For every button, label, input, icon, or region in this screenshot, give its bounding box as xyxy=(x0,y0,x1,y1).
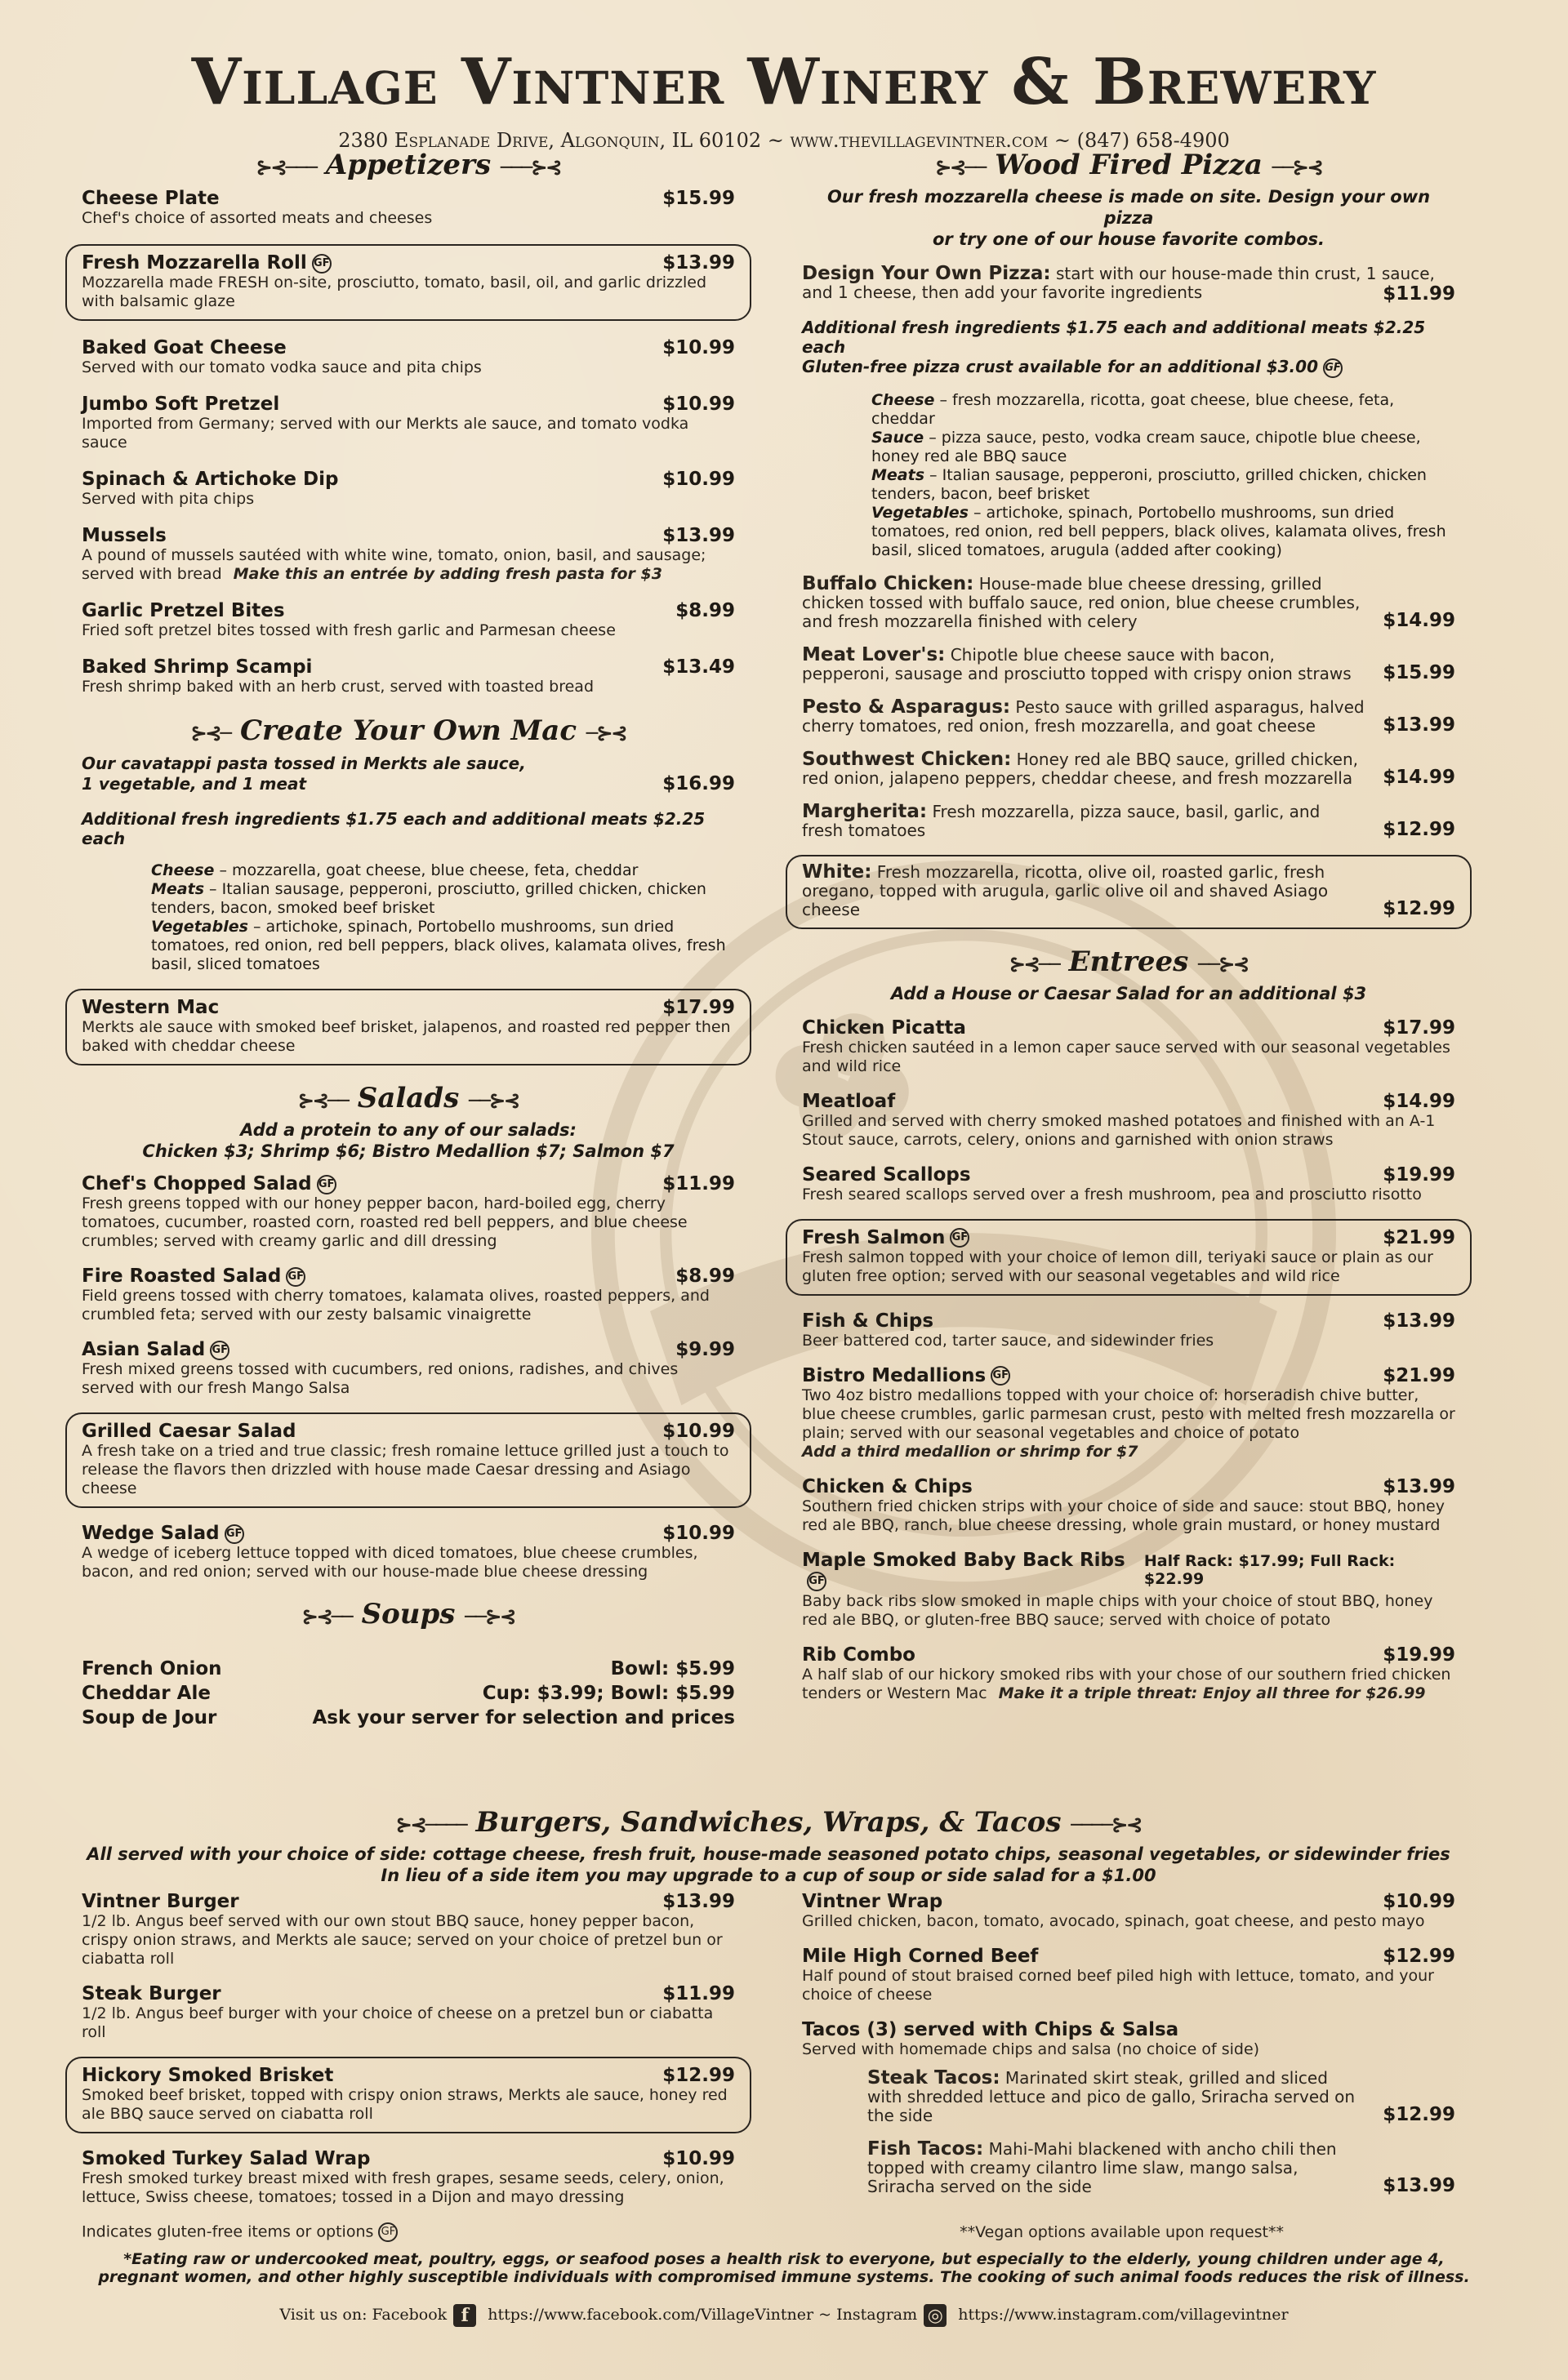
item-name: Cheddar Ale xyxy=(82,1683,211,1704)
item-price: $13.99 xyxy=(662,1891,735,1912)
item-description: Chipotle blue cheese sauce with bacon, pepperoni, sausage and prosciutto topped with crispy onion straws xyxy=(802,644,1352,683)
menu-item xyxy=(82,656,735,696)
gluten-free-icon: GF xyxy=(317,1175,336,1194)
item-name: Mussels xyxy=(82,525,167,546)
item-description: Baby back ribs slow smoked in maple chips with your choice of stout BBQ, honey red ale BBQ, or gluten-free BBQ sauce; served with choice of potato xyxy=(802,1591,1433,1629)
menu-item xyxy=(867,2140,1455,2196)
item-name: Wedge Salad GF xyxy=(82,1523,244,1544)
burgers-right xyxy=(802,1891,1455,2211)
item-name: Western Mac xyxy=(82,997,220,1018)
gluten-free-icon: GF xyxy=(225,1524,244,1544)
item-description: Fresh mozzarella, pizza sauce, basil, garlic, and fresh tomatoes xyxy=(802,801,1321,840)
item-description: Fresh chicken sautéed in a lemon caper sauce served with our seasonal vegetables and wild rice xyxy=(802,1038,1450,1075)
item-price: $10.99 xyxy=(662,469,735,490)
item-price: $17.99 xyxy=(662,997,735,1018)
item-description: Fresh smoked turkey breast mixed with fresh grapes, sesame seeds, celery, onion, lettuce, Swiss cheese, tomatoes; tossed in a Dijon and mayo dressing xyxy=(82,2169,724,2206)
item-price: $8.99 xyxy=(675,1266,735,1287)
item-name: Fresh Salmon GF xyxy=(802,1227,969,1248)
item-name: Chef's Chopped Salad GF xyxy=(82,1173,336,1194)
item-price: $12.99 xyxy=(662,2065,735,2086)
item-name: Fish & Chips xyxy=(802,1310,934,1332)
item-description: A half slab of our hickory smoked ribs with your chose of our southern fried chicken tenders or Western Mac Make it a triple threat: Enjoy all three for $26.99 xyxy=(802,1665,1451,1702)
gluten-free-note: Indicates gluten-free items or options GF xyxy=(82,2222,398,2242)
left-column xyxy=(82,149,735,1732)
facebook-link[interactable]: https://www.facebook.com/VillageVintner xyxy=(488,2306,814,2324)
item-name: Garlic Pretzel Bites xyxy=(82,600,285,621)
pizza-subheading-1: Our fresh mozzarella cheese is made on site. Design your own pizza xyxy=(826,187,1431,228)
item-note: Make this an entrée by adding fresh pasta for $3 xyxy=(233,565,662,583)
salads-subheading-2: Chicken $3; Shrimp $6; Bistro Medallion $7; Salmon $7 xyxy=(142,1141,675,1161)
menu-item xyxy=(802,698,1455,736)
menu-item xyxy=(82,525,735,584)
item-description: Pesto sauce with grilled asparagus, halved cherry tomatoes, red onion, fresh mozzarella, and goat cheese xyxy=(802,696,1365,736)
mac-heading: ⊱⊰─ Create Your Own Mac ─⊱⊰ xyxy=(190,714,626,747)
salad-list xyxy=(82,1173,735,1581)
item-note: Add a third medallion or shrimp for $7 xyxy=(802,1442,1138,1461)
item-description: Fresh seared scallops served over a fresh mushroom, pea and prosciutto risotto xyxy=(802,1185,1422,1203)
item-price: $12.99 xyxy=(1383,897,1455,919)
ornament-icon: ──⊱⊰ xyxy=(1272,155,1322,179)
pizza-heading: ⊱⊰── Wood Fired Pizza ──⊱⊰ xyxy=(935,149,1322,181)
pizza-list xyxy=(802,572,1455,929)
item-price: $19.99 xyxy=(1383,1644,1455,1666)
menu-item xyxy=(802,1476,1455,1535)
item-name: Meatloaf xyxy=(802,1090,896,1112)
item-name: Pesto & Asparagus: xyxy=(802,696,1011,718)
item-name: Southwest Chicken: xyxy=(802,748,1012,770)
item-price: $21.99 xyxy=(1383,1226,1455,1248)
gluten-free-icon: GF xyxy=(312,254,332,274)
menu-item xyxy=(65,244,751,321)
mac-price: $16.99 xyxy=(662,773,735,794)
restaurant-address: 2380 Esplanade Drive, Algonquin, IL 60102 ~ www.thevillagevintner.com ~ (847) 658-4900 xyxy=(338,129,1230,152)
menu-item xyxy=(82,1983,735,2042)
item-description: Smoked beef brisket, topped with crispy onion straws, Merkts ale sauce, honey red ale BBQ sauce served on ciabatta roll xyxy=(82,2086,728,2123)
menu-item xyxy=(802,572,1455,631)
menu-item xyxy=(802,643,1455,683)
menu-item xyxy=(82,600,735,640)
item-name: Buffalo Chicken: xyxy=(802,572,974,594)
item-price: $12.99 xyxy=(1383,2104,1455,2125)
item-price: $13.49 xyxy=(662,656,735,678)
menu-item xyxy=(867,2069,1455,2125)
item-description: Fresh greens topped with our honey pepper bacon, hard-boiled egg, cherry tomatoes, cucumber, roasted corn, roasted red bell peppers, and blue cheese crumbles; served with creamy garlic and dill dressing xyxy=(82,1194,688,1250)
instagram-icon[interactable]: ◎ xyxy=(924,2304,947,2327)
item-price: $10.99 xyxy=(662,394,735,415)
health-warning: *Eating raw or undercooked meat, poultry, eggs, or seafood poses a health risk to everyone, but especially to the elderly, young children under age 4, pregnant women, and other highly susceptible individuals with compromised immune systems. The cooking of such animal foods reduces the risk of illness. xyxy=(98,2250,1470,2286)
soup-list xyxy=(82,1658,735,1728)
ornament-icon: ──⊱⊰ xyxy=(469,1088,519,1112)
item-name: White: xyxy=(802,861,872,883)
item-price: $10.99 xyxy=(662,1523,735,1544)
item-note: Make it a triple threat: Enjoy all three for $26.99 xyxy=(998,1684,1426,1702)
menu-item xyxy=(786,1219,1472,1296)
item-description: Two 4oz bistro medallions topped with your choice of: horseradish chive butter, blue cheese crumbles, garlic parmesan crust, pesto with melted fresh mozzarella or plain; served with our seasonal vegetables and choice of potato Add a third medallion or shrimp for $7 xyxy=(802,1386,1455,1461)
option-line: Meats – Italian sausage, pepperoni, prosciutto, grilled chicken, chicken tenders, bacon, beef brisket xyxy=(871,465,1427,503)
item-price: $13.99 xyxy=(1383,2175,1455,2196)
item-price: $8.99 xyxy=(675,600,735,621)
burgers-left xyxy=(82,1891,735,2222)
item-name: Fish Tacos: xyxy=(867,2138,984,2160)
item-description: Merkts ale sauce with smoked beef brisket, jalapenos, and roasted red pepper then baked with cheddar cheese xyxy=(82,1018,731,1055)
menu-item xyxy=(82,394,735,452)
gluten-free-icon: GF xyxy=(286,1267,305,1287)
burgers-subheading-2: In lieu of a side item you may upgrade to a cup of soup or side salad for a $1.00 xyxy=(381,1866,1156,1885)
item-price: $13.99 xyxy=(1383,1475,1455,1497)
menu-item xyxy=(82,469,735,509)
item-name: Jumbo Soft Pretzel xyxy=(82,394,280,415)
burgers-section xyxy=(82,1806,1455,1886)
item-description: 1/2 lb. Angus beef served with our own stout BBQ sauce, honey pepper bacon, crispy onion straws, and Merkts ale sauce; served on your choice of pretzel bun or ciabatta roll xyxy=(82,1912,723,1968)
appetizers-heading: ⊱⊰─── Appetizers ───⊱⊰ xyxy=(256,149,561,181)
mac-options xyxy=(82,861,735,974)
item-name: Seared Scallops xyxy=(802,1163,971,1186)
menu-item xyxy=(82,1266,735,1324)
pizza-additional-2: Gluten-free pizza crust available for an additional $3.00 GF xyxy=(802,357,1455,378)
item-description: Fried soft pretzel bites tossed with fresh garlic and Parmesan cheese xyxy=(82,621,616,639)
item-name: Asian Salad GF xyxy=(82,1339,229,1360)
ornament-icon: ─⊱⊰ xyxy=(586,721,626,745)
menu-header xyxy=(0,45,1568,152)
soups-heading: ⊱⊰── Soups ──⊱⊰ xyxy=(301,1598,515,1630)
instagram-link[interactable]: https://www.instagram.com/villagevintner xyxy=(958,2306,1289,2324)
vegan-note: **Vegan options available upon request** xyxy=(960,2222,1284,2241)
item-price: $12.99 xyxy=(1383,818,1455,840)
menu-item xyxy=(82,1523,735,1581)
salads-subheading-1: Add a protein to any of our salads: xyxy=(240,1120,577,1140)
ornament-icon: ⊱⊰─── xyxy=(256,155,317,179)
item-name: Steak Tacos: xyxy=(867,2067,1000,2089)
item-description: Fresh mixed greens tossed with cucumbers, red onions, radishes, and chives served with our fresh Mango Salsa xyxy=(82,1360,679,1397)
item-price: Half Rack: $17.99; Full Rack: $22.99 xyxy=(1143,1551,1396,1588)
menu-item xyxy=(82,1683,735,1704)
menu-item xyxy=(802,1017,1455,1076)
tacos-item: Tacos (3) served with Chips & Salsa Served with homemade chips and salsa (no choice of side) xyxy=(802,2019,1260,2058)
item-price: $11.99 xyxy=(662,1173,735,1194)
menu-item xyxy=(802,1946,1455,2004)
item-name: Margherita: xyxy=(802,800,928,822)
item-price: $13.99 xyxy=(662,525,735,546)
item-name: Meat Lover's: xyxy=(802,643,946,665)
social-links: Visit us on: Facebook f https://www.facebook.com/VillageVintner ~ Instagram ◎ https://www.instagram.com/villagevintner xyxy=(279,2305,1289,2326)
option-line: Meats – Italian sausage, pepperoni, prosciutto, grilled chicken, chicken tenders, bacon, smoked beef brisket xyxy=(151,880,706,917)
item-description: 1/2 lb. Angus beef burger with your choice of cheese on a pretzel bun or ciabatta roll xyxy=(82,2004,714,2041)
item-price: $21.99 xyxy=(1383,1364,1455,1386)
menu-item xyxy=(786,855,1472,929)
item-description: Honey red ale BBQ sauce, grilled chicken, red onion, jalapeno peppers, cheddar cheese, and fresh mozzarella xyxy=(802,749,1358,788)
menu-item xyxy=(82,188,735,228)
ornament-icon: ────⊱⊰ xyxy=(1071,1813,1142,1836)
item-name: Fresh Mozzarella Roll GF xyxy=(82,252,332,274)
item-name: Cheese Plate xyxy=(82,188,220,209)
option-line: Cheese – fresh mozzarella, ricotta, goat cheese, blue cheese, feta, cheddar xyxy=(871,390,1395,428)
item-price: $14.99 xyxy=(1383,1090,1455,1112)
ornament-icon: ⊱⊰──── xyxy=(395,1813,466,1836)
item-price: $11.99 xyxy=(662,1983,735,2004)
item-price: Ask your server for selection and prices xyxy=(312,1707,735,1728)
gluten-free-icon: GF xyxy=(991,1366,1010,1386)
option-line: Cheese – mozzarella, goat cheese, blue cheese, feta, cheddar xyxy=(151,861,639,879)
pizza-subheading-2: or try one of our house favorite combos. xyxy=(933,229,1325,249)
option-line: Sauce – pizza sauce, pesto, vodka cream sauce, chipotle blue cheese, honey red ale BBQ sauce xyxy=(871,428,1421,465)
option-line: Vegetables – artichoke, spinach, Portobello mushrooms, sun dried tomatoes, red onion, red bell peppers, black olives, kalamata olives, fresh basil, sliced tomatoes, arugula (added after cooking) xyxy=(871,503,1446,559)
item-description: House-made blue cheese dressing, grilled chicken tossed with buffalo sauce, red onion, blue cheese crumbles, and fresh mozzarella finished with celery xyxy=(802,573,1361,631)
item-price: $14.99 xyxy=(1383,766,1455,788)
item-name: Spinach & Artichoke Dip xyxy=(82,469,339,490)
item-description: Mozzarella made FRESH on-site, prosciutto, tomato, basil, oil, and garlic drizzled with balsamic glaze xyxy=(82,274,707,310)
item-description: Grilled chicken, bacon, tomato, avocado, spinach, goat cheese, and pesto mayo xyxy=(802,1912,1425,1930)
gluten-free-icon: GF xyxy=(807,1572,826,1591)
menu-item xyxy=(65,2057,751,2133)
item-description: Served with our tomato vodka sauce and pita chips xyxy=(82,358,482,376)
item-price: Bowl: $5.99 xyxy=(610,1658,735,1679)
item-description: Beer battered cod, tarter sauce, and sidewinder fries xyxy=(802,1331,1214,1350)
menu-item xyxy=(82,1707,735,1728)
item-price: $10.99 xyxy=(662,1421,735,1442)
item-name: Grilled Caesar Salad xyxy=(82,1421,296,1442)
ornament-icon: ──⊱⊰ xyxy=(1198,951,1249,976)
item-price: Cup: $3.99; Bowl: $5.99 xyxy=(482,1683,735,1704)
item-price: $15.99 xyxy=(1383,661,1455,683)
ornament-icon: ⊱⊰── xyxy=(1009,951,1059,976)
item-price: $19.99 xyxy=(1383,1163,1455,1186)
menu-item xyxy=(82,1339,735,1398)
menu-item xyxy=(802,1891,1455,1931)
menu-item xyxy=(82,1891,735,1969)
menu-item xyxy=(802,1644,1455,1703)
item-name: French Onion xyxy=(82,1658,222,1679)
item-name: Steak Burger xyxy=(82,1983,221,2004)
menu-item xyxy=(802,1164,1455,1204)
item-description: Fresh salmon topped with your choice of lemon dill, teriyaki sauce or plain as our gluten free option; served with our seasonal vegetables and wild rice xyxy=(802,1248,1433,1285)
ornament-icon: ⊱⊰─ xyxy=(190,721,231,745)
salads-heading: ⊱⊰── Salads ──⊱⊰ xyxy=(297,1082,519,1114)
item-price: $12.99 xyxy=(1383,1946,1455,1967)
item-name: Baked Shrimp Scampi xyxy=(82,656,313,678)
item-description: A fresh take on a tried and true classic; fresh romaine lettuce grilled just a touch to release the flavors then drizzled with house made Caesar dressing and Asiago cheese xyxy=(82,1442,729,1497)
item-name: Baked Goat Cheese xyxy=(82,337,287,358)
pizza-additional-1: Additional fresh ingredients $1.75 each and additional meats $2.25 each xyxy=(802,318,1426,357)
appetizer-list xyxy=(82,188,735,696)
item-name: Fire Roasted Salad GF xyxy=(82,1266,305,1287)
menu-item xyxy=(82,1658,735,1679)
item-price: $15.99 xyxy=(662,188,735,209)
item-description: Fresh shrimp baked with an herb crust, served with toasted bread xyxy=(82,678,594,696)
item-name: Rib Combo xyxy=(802,1644,915,1666)
restaurant-title: Village Vintner Winery & Brewery xyxy=(191,45,1377,119)
ornament-icon: ⊱⊰── xyxy=(297,1088,348,1112)
mac-intro: Our cavatappi pasta tossed in Merkts ale sauce, 1 vegetable, and 1 meat $16.99 xyxy=(82,754,735,794)
item-price: $10.99 xyxy=(662,2148,735,2169)
item-name: Chicken Picatta xyxy=(802,1017,966,1039)
gluten-free-icon: GF xyxy=(1323,358,1343,378)
ornament-icon: ⊱⊰── xyxy=(935,155,986,179)
item-name: Vintner Wrap xyxy=(802,1891,943,1912)
item-price: $17.99 xyxy=(1383,1017,1455,1039)
ornament-icon: ──⊱⊰ xyxy=(465,1604,515,1628)
menu-item xyxy=(802,1550,1455,1630)
item-name: Mile High Corned Beef xyxy=(802,1946,1039,1967)
item-description: Grilled and served with cherry smoked mashed potatoes and finished with an A-1 Stout sauce, carrots, celery, onions and garnished with onion straws xyxy=(802,1111,1436,1149)
burgers-subheading-1: All served with your choice of side: cottage cheese, fresh fruit, house-made seasoned potato chips, seasonal vegetables, or sidewinder fries xyxy=(87,1844,1450,1864)
menu-item xyxy=(65,1412,751,1508)
item-name: Maple Smoked Baby Back RibsGF xyxy=(802,1550,1144,1592)
gluten-free-icon: GF xyxy=(378,2222,398,2242)
gluten-free-icon: GF xyxy=(210,1341,229,1360)
item-description: Mahi-Mahi blackened with ancho chili then topped with creamy cilantro lime slaw, mango salsa, Sriracha served on the side xyxy=(867,2139,1337,2196)
item-name: Hickory Smoked Brisket xyxy=(82,2065,334,2086)
item-description: Marinated skirt steak, grilled and sliced with shredded lettuce and pico de gallo, Sriracha served on the side xyxy=(867,2068,1356,2125)
menu-item xyxy=(802,1091,1455,1150)
item-description: Southern fried chicken strips with your choice of side and sauce: stout BBQ, honey red ale BBQ, ranch, blue cheese dressing, whole grain mustard, or honey mustard xyxy=(802,1497,1445,1534)
menu-item xyxy=(82,2148,735,2207)
item-description: Half pound of stout braised corned beef piled high with lettuce, tomato, and your choice of cheese xyxy=(802,1967,1434,2004)
mac-additional: Additional fresh ingredients $1.75 each and additional meats $2.25 each xyxy=(82,809,706,848)
menu-item xyxy=(802,800,1455,840)
item-description: Chef's choice of assorted meats and cheeses xyxy=(82,209,433,227)
item-description: A wedge of iceberg lettuce topped with diced tomatoes, blue cheese crumbles, bacon, and red onion; served with our house-made blue cheese dressing xyxy=(82,1544,698,1581)
design-pizza-item: Design Your Own Pizza: start with our house-made thin crust, 1 sauce, and 1 cheese, then add your favorite ingredients $11.99 xyxy=(802,263,1455,305)
entrees-heading: ⊱⊰── Entrees ──⊱⊰ xyxy=(1009,945,1249,978)
item-price: $10.99 xyxy=(662,337,735,358)
item-name: Chicken & Chips xyxy=(802,1475,973,1497)
menu-item xyxy=(802,1310,1455,1350)
taco-list xyxy=(802,2069,1455,2196)
item-description: Imported from Germany; served with our Merkts ale sauce, and tomato vodka sauce xyxy=(82,415,689,452)
entrees-subheading: Add a House or Caesar Salad for an additional $3 xyxy=(890,983,1367,1003)
gluten-free-icon: GF xyxy=(950,1228,969,1248)
burger-list xyxy=(82,1891,735,2207)
item-name: Vintner Burger xyxy=(82,1891,239,1912)
menu-item xyxy=(82,1173,735,1251)
ornament-icon: ⊱⊰── xyxy=(301,1604,352,1628)
item-description: Field greens tossed with cherry tomatoes, kalamata olives, roasted peppers, and crumbled feta; served with our zesty balsamic vinaigrette xyxy=(82,1287,710,1323)
item-price: $9.99 xyxy=(675,1339,735,1360)
item-name: Smoked Turkey Salad Wrap xyxy=(82,2148,371,2169)
item-price: $14.99 xyxy=(1383,609,1455,631)
item-name: Bistro Medallions GF xyxy=(802,1365,1010,1386)
facebook-icon[interactable]: f xyxy=(453,2304,476,2327)
item-price: $10.99 xyxy=(1383,1891,1455,1912)
item-description: A pound of mussels sautéed with white wine, tomato, onion, basil, and sausage; served with bread Make this an entrée by adding fresh pasta for $3 xyxy=(82,546,706,583)
item-price: $13.99 xyxy=(662,252,735,274)
item-price: $13.99 xyxy=(1383,714,1455,736)
burgers-heading: ⊱⊰──── Burgers, Sandwiches, Wraps, & Tacos ────⊱⊰ xyxy=(395,1806,1142,1839)
item-price: $13.99 xyxy=(1383,1310,1455,1332)
item-name: Soup de Jour xyxy=(82,1707,217,1728)
footer-notes xyxy=(82,2222,1455,2242)
menu-item xyxy=(802,1365,1455,1461)
right-column xyxy=(802,149,1455,1718)
item-description: Served with pita chips xyxy=(82,490,255,508)
entree-list xyxy=(802,1017,1455,1703)
western-mac-item xyxy=(65,989,751,1065)
burger-list xyxy=(802,1891,1455,2004)
pizza-options xyxy=(802,391,1455,560)
item-description: Fresh mozzarella, ricotta, olive oil, roasted garlic, fresh oregano, topped with arugula, garlic olive oil and shaved Asiago cheese xyxy=(802,861,1329,919)
ornament-icon: ───⊱⊰ xyxy=(500,155,561,179)
menu-item xyxy=(82,337,735,377)
menu-item xyxy=(802,750,1455,788)
option-line: Vegetables – artichoke, spinach, Portobello mushrooms, sun dried tomatoes, red onion, red bell peppers, black olives, kalamata olives, fresh basil, sliced tomatoes xyxy=(151,918,726,973)
